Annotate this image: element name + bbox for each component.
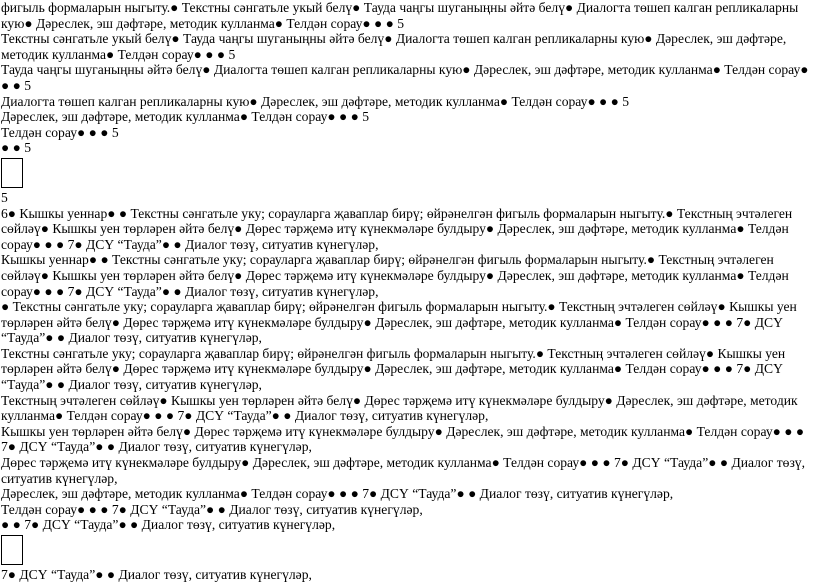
empty-table-cell: [1, 535, 23, 565]
text-line: ● Текстны сәнгатьле уку; сорауларга җаваплар бирү; өйрәнелгән фигыль формаларын ныгыту.● Текстның эчтәлеген сөйләү● Кышкы уен төрләрен әйтә белү● Дөрес тәрҗемә итү күнекмәләре булдыру● Дәреслек, эш дәфтәре, методик кулланма● Телдән сорау● ● ● 7● ДСҮ “Тауда”● ● Диалог төзү, ситуатив күнегүләр,: [1, 299, 797, 346]
text-line: Дәреслек, эш дәфтәре, методик кулланма● Телдән сорау● ● ● 7● ДСҮ “Тауда”● ● Диалог төзү, ситуатив күнегүләр,: [1, 486, 674, 502]
empty-table-cell: [1, 158, 23, 188]
text-line: Телдән сорау● ● ● 7● ДСҮ “Тауда”● ● Диалог төзү, ситуатив күнегүләр,: [1, 501, 423, 517]
text-line: фигыль формаларын ныгыту.● Текстны сәнгатьле укый белү● Тауда чаңгы шуганыңны әйтә белү● Диалогта төшеп калган репликаларны кую● Дәреслек, эш дәфтәре, методик кулланма● Телдән сорау● ● ● 5: [1, 0, 799, 31]
text-line: Дәреслек, эш дәфтәре, методик кулланма● Телдән сорау● ● ● 5: [1, 109, 370, 125]
text-line: Кышкы уен төрләрен әйтә белү● Дөрес тәрҗемә итү күнекмәләре булдыру● Дәреслек, эш дәфтәре, методик кулланма● Телдән сорау● ● ● 7● ДСҮ “Тауда”● ● Диалог төзү, ситуатив күнегүләр,: [1, 423, 805, 455]
text-line: Текстны сәнгатьле уку; сорауларга җаваплар бирү; өйрәнелгән фигыль формаларын ныгыту.● Текстның эчтәлеген сөйләү● Кышкы уен төрләрен әйтә белү● Дөрес тәрҗемә итү күнекмәләре булдыру● Дәреслек, эш дәфтәре, методик кулланма● Телдән сорау● ● ● 7● ДСҮ “Тауда”● ● Диалог төзү, ситуатив күнегүләр,: [1, 345, 786, 393]
text-line: Кышкы уеннар● ● Текстны сәнгатьле уку; сорауларга җаваплар бирү; өйрәнелгән фигыль формаларын ныгыту.● Текстның эчтәлеген сөйләү● Кышкы уен төрләрен әйтә белү● Дөрес тәрҗемә итү күнекмәләре булдыру● Дәреслек, эш дәфтәре, методик кулланма● Телдән сорау● ● ● 7● ДСҮ “Тауда”● ● Диалог төзү, ситуатив күнегүләр,: [1, 252, 789, 299]
text-line: ● ● 5: [1, 140, 32, 156]
text-line: Диалогта төшеп калган репликаларны кую● Дәреслек, эш дәфтәре, методик кулланма● Телдән сорау● ● ● 5: [1, 93, 630, 109]
text-line: 6● Кышкы уеннар● ● Текстны сәнгатьле уку; сорауларга җаваплар бирү; өйрәнелгән фигыль формаларын ныгыту.● Текстның эчтәлеген сөйләү● Кышкы уен төрләрен әйтә белү● Дөрес тәрҗемә итү күнекмәләре булдыру● Дәреслек, эш дәфтәре, методик кулланма● Телдән сорау● ● ● 7● ДСҮ “Тауда”● ● Диалог төзү, ситуатив күнегүләр,: [1, 205, 793, 252]
text-line: 7● ДСҮ “Тауда”● ● Диалог төзү, ситуатив күнегүләр,: [1, 567, 312, 582]
text-line: Текстны сәнгатьле укый белү● Тауда чаңгы шуганыңны әйтә белү● Диалогта төшеп калган репликаларны кую● Дәреслек, эш дәфтәре, методик кулланма● Телдән сорау● ● ● 5: [1, 31, 787, 62]
text-line: ● ● 7● ДСҮ “Тауда”● ● Диалог төзү, ситуатив күнегүләр,: [1, 517, 336, 533]
text-line: Телдән сорау● ● ● 5: [1, 124, 119, 140]
text-line: 5: [1, 189, 8, 205]
text-line: Текстның эчтәлеген сөйләү● Кышкы уен төрләрен әйтә белү● Дөрес тәрҗемә итү күнекмәләре булдыру● Дәреслек, эш дәфтәре, методик кулланма● Телдән сорау● ● ● 7● ДСҮ “Тауда”● ● Диалог төзү, ситуатив күнегүләр,: [1, 392, 798, 424]
text-line: Тауда чаңгы шуганыңны әйтә белү● Диалогта төшеп калган репликаларны кую● Дәреслек, эш дәфтәре, методик кулланма● Телдән сорау● ● ● 5: [1, 62, 809, 93]
text-line: Дөрес тәрҗемә итү күнекмәләре булдыру● Дәреслек, эш дәфтәре, методик кулланма● Телдән сорау● ● ● 7● ДСҮ “Тауда”● ● Диалог төзү, ситуатив күнегүләр,: [1, 455, 806, 486]
